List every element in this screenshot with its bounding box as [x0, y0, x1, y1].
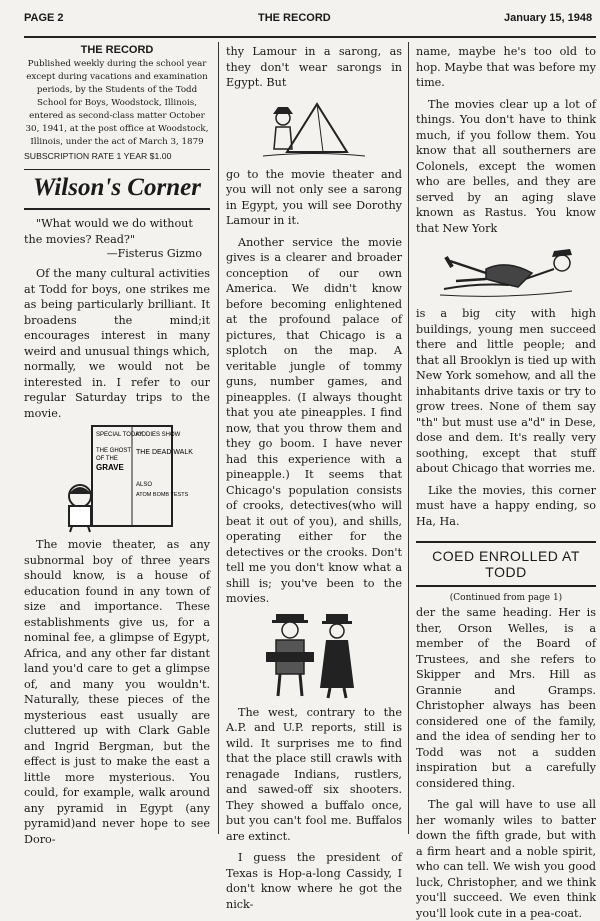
poster-text: ALSO: [136, 482, 153, 488]
masthead-body: Published weekly during the school year except during vacations and examination periods, by the Students of the Todd School for Boys, Woodstock, Illinois, entered as second-class matter October 30, 1941, at the post office at Woodstock, Illinois, under the act of March 3, 1879: [25, 59, 209, 147]
poster-text: ATOM BOMB TESTS: [136, 492, 189, 498]
continued-note: (Continued from page 1): [449, 593, 563, 603]
column-1: [24, 44, 210, 846]
gangsters-cartoon: [254, 610, 374, 702]
epigraph-attribution: —Fisterus Gizmo: [106, 247, 202, 260]
poster-text: OF THE: [96, 456, 118, 462]
article-paragraph: der the same heading. Her is ther, Orson Welles, is a member of the Board of Trustees, and she refers to Skipper and Mrs. Hill as Grannie and Gramps. Christopher always has been considered one of the family, and the idea of sending her to Todd was not a sudden inspiration but a carefully considered thing.: [416, 606, 596, 790]
column-title: Wilson's Corner: [24, 169, 210, 210]
article-paragraph: Another service the movie gives is a clearer and broader conception of our own America. We didn't know before becoming enlightened at the profound palace of pictures, that Chicago is a splotch on the map. A veritable jungle of tommy guns, number games, and pineapples. (I always thought that you ate pineapples. I find now, that you throw them and they go boom. I have never had this experience with a pineapple.) It seems that Chicago's population consists of crooks, detectives(who will beat it out of you), and shills, operating either for the detectives or the crooks. Don't tell me you don't know what a shill is; you've been to the movies.: [226, 235, 402, 605]
article-paragraph: is a big city with high buildings, young men succeed there and little people; and that all Brooklyn is tied up with New York somehow, and all the inhabitants drive taxis or try to grow trees. None of them say "th" but must use a"d" in Dese, dose and dem. It's really very soothing, except that stuff about Chicago that worries me.: [416, 307, 596, 475]
movie-poster-cartoon: [52, 424, 193, 534]
column-divider: [408, 42, 409, 834]
page-header: [0, 12, 600, 32]
pyramid-cartoon: [259, 94, 369, 164]
column-2: [226, 44, 402, 911]
poster-text: SPECIAL TODAY: [96, 432, 143, 438]
article-paragraph: Of the many cultural activities at Todd for boys, one strikes me as being particularly brilliant. It broadens the mind;it encourages interest in many weird and unusual things which, normally, we would not be interested in. I refer to our regular Saturday trips to the movie.: [24, 267, 210, 420]
header-rule: [24, 36, 596, 38]
poster-text: THE GHOST: [96, 448, 132, 454]
column-3: [416, 44, 596, 920]
paper-name: THE RECORD: [258, 12, 331, 24]
poster-text: THE DEAD WALK: [136, 449, 193, 456]
subscription-rate: SUBSCRIPTION RATE 1 YEAR $1.00: [24, 151, 172, 161]
masthead-title: THE RECORD: [80, 44, 154, 56]
epigraph-quote: "What would we do without the movies? Read?": [24, 217, 193, 246]
article-headline: COED ENROLLED AT TODD: [416, 541, 596, 587]
issue-date: January 15, 1948: [504, 12, 593, 24]
reclining-man-cartoon: [436, 239, 576, 303]
poster-text: KIDDIES SHOW: [136, 432, 181, 438]
article-paragraph: go to the movie theater and you will not only see a sarong in Egypt, you will see Dorothy Lamour in it.: [226, 167, 402, 227]
article-paragraph: The gal will have to use all her womanly wiles to batter down the fifth grade, but with a firm heart and a noble spirit, who can tell. We wish you good luck, Christopher, and we think you'll succeed. We even think you'll look cute in a pea-coat.: [416, 798, 596, 920]
article-paragraph: The movies clear up a lot of things. You don't have to think much, if you follow them. You know that all southerners are Colonels, except the women who are belles, and they are served by an aging slave known as Rastus. You know that New York: [416, 97, 596, 235]
article-paragraph: The west, contrary to the A.P. and U.P. reports, still is wild. It surprises me to find that the place still crawls with renagade Indians, rustlers, and sawed-off six shooters. They showed a buffalo once, but you can't fool me. Buffalos are extinct.: [226, 705, 402, 843]
masthead: [24, 44, 210, 161]
page-number: PAGE 2: [24, 12, 64, 24]
article-paragraph: The movie theater, as any subnormal boy of three years should know, is a house of education found in any town of size and importance. These establishments give us, for a nominal fee, a glimpse of Egypt, Africa, and any other far distant land you'd care to get a glimpse of, and many you wouldn't. Naturally, these pieces of the mysterious east usually are cluttered up with Clark Gable and Ingrid Bergman, but the effect is just to make the east a little more mysterious. You could, for example, walk around any pyramid in Egypt (any pyramid)and never hope to see Doro-: [24, 538, 210, 846]
article-paragraph: Like the movies, this corner must have a happy ending, so Ha, Ha.: [416, 483, 596, 528]
article-paragraph: I guess the president of Texas is Hop-a-long Cassidy, I don't know where he got the nick-: [226, 851, 402, 911]
poster-text: GRAVE: [96, 463, 124, 472]
column-divider: [218, 42, 219, 834]
article-paragraph: thy Lamour in a sarong, as they don't wear sarongs in Egypt. But: [226, 45, 402, 89]
article-paragraph: name, maybe he's too old to hop. Maybe that was before my time.: [416, 45, 596, 89]
